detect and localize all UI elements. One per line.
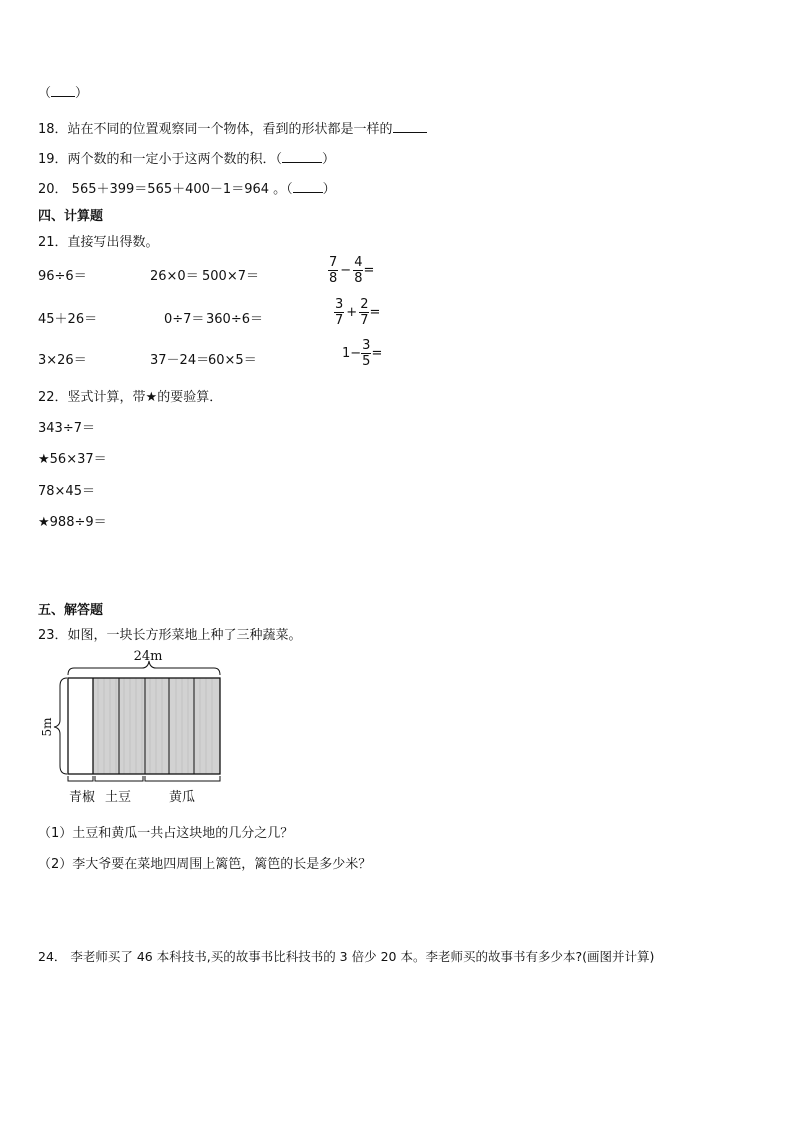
numerator: 4 bbox=[354, 255, 363, 270]
fraction-expr-2 bbox=[334, 297, 380, 328]
shaded-region bbox=[93, 678, 220, 774]
expr-b1: 45＋26＝ bbox=[38, 312, 98, 327]
label-potato: 土豆 bbox=[104, 790, 132, 805]
question-19-text: 19．两个数的和一定小于这两个数的积．（ bbox=[38, 152, 283, 167]
width-label: 24m bbox=[133, 649, 163, 664]
question-23-part-1: （1）土豆和黄瓜一共占这块地的几分之几？ bbox=[38, 826, 294, 841]
question-18 bbox=[38, 118, 427, 137]
answer-blank[interactable] bbox=[51, 84, 75, 97]
calc-item-2: ★56×37＝ bbox=[38, 452, 107, 467]
question-20 bbox=[38, 178, 336, 197]
height-brace bbox=[54, 678, 67, 774]
question-19 bbox=[38, 148, 335, 167]
numerator: 3 bbox=[335, 297, 344, 312]
denominator: 7 bbox=[360, 313, 369, 328]
numerator: 7 bbox=[329, 255, 338, 270]
operator: − bbox=[340, 263, 352, 278]
vegetable-plot-diagram bbox=[38, 648, 228, 810]
bottom-bracket bbox=[145, 776, 220, 781]
bottom-bracket bbox=[95, 776, 143, 781]
paren-close: ） bbox=[322, 182, 336, 197]
denominator: 7 bbox=[335, 313, 344, 328]
question-23: 23．如图，一块长方形菜地上种了三种蔬菜。 bbox=[38, 628, 302, 643]
numerator: 3 bbox=[362, 338, 371, 353]
expr-c1: 3×26＝ bbox=[38, 353, 87, 368]
question-20-text: 20． 565＋399＝565＋400－1＝964 。（ bbox=[38, 182, 293, 197]
answer-blank[interactable] bbox=[282, 150, 322, 163]
fraction bbox=[359, 297, 369, 328]
expr-b2: 0÷7＝ bbox=[164, 312, 205, 327]
question-24: 24． 李老师买了 46 本科技书,买的故事书比科技书的 3 倍少 20 本。李老师买的故事书有多少本?(画图并计算) bbox=[38, 949, 655, 964]
bottom-bracket bbox=[68, 776, 93, 781]
denominator: 8 bbox=[354, 271, 363, 286]
question-18-text: 18．站在不同的位置观察同一个物体，看到的形状都是一样的 bbox=[38, 122, 393, 137]
calc-item-3: 78×45＝ bbox=[38, 484, 95, 499]
expr-a3: 500×7＝ bbox=[202, 269, 259, 284]
calc-item-1: 343÷7＝ bbox=[38, 421, 95, 436]
q17-answer-blank bbox=[38, 82, 88, 101]
equals: = bbox=[369, 305, 381, 320]
denominator: 8 bbox=[329, 271, 338, 286]
answer-blank[interactable] bbox=[393, 120, 427, 133]
fraction-expr-1 bbox=[328, 255, 374, 286]
expr-c2: 37－24＝ bbox=[150, 353, 210, 368]
equals: = bbox=[363, 263, 375, 278]
numerator: 2 bbox=[360, 297, 369, 312]
equals: = bbox=[371, 346, 383, 361]
question-23-part-2: （2）李大爷要在菜地四周围上篱笆，篱笆的长是多少米？ bbox=[38, 857, 372, 872]
paren-open: （ bbox=[38, 86, 52, 101]
section-5-heading: 五、解答题 bbox=[38, 603, 104, 618]
denominator: 5 bbox=[362, 354, 371, 369]
question-22: 22．竖式计算，带★的要验算． bbox=[38, 390, 223, 405]
fraction bbox=[334, 297, 344, 328]
expr-a1: 96÷6＝ bbox=[38, 269, 87, 284]
fraction bbox=[328, 255, 338, 286]
label-green-pepper: 青椒 bbox=[68, 790, 96, 805]
expr-c3: 60×5＝ bbox=[208, 353, 257, 368]
height-label: 5m bbox=[40, 717, 54, 737]
paren-close: ） bbox=[75, 86, 89, 101]
section-4-heading: 四、计算题 bbox=[38, 209, 104, 224]
whole-part: 1− bbox=[342, 346, 362, 361]
calc-item-4: ★988÷9＝ bbox=[38, 515, 107, 530]
operator: + bbox=[346, 305, 358, 320]
paren-close: ） bbox=[322, 152, 336, 167]
question-21: 21．直接写出得数。 bbox=[38, 235, 159, 250]
fraction-expr-3 bbox=[342, 338, 382, 369]
expr-a2: 26×0＝ bbox=[150, 269, 199, 284]
fraction bbox=[361, 338, 371, 369]
expr-b3: 360÷6＝ bbox=[206, 312, 263, 327]
label-cucumber: 黄瓜 bbox=[168, 790, 196, 805]
answer-blank[interactable] bbox=[293, 180, 323, 193]
fraction bbox=[353, 255, 363, 286]
